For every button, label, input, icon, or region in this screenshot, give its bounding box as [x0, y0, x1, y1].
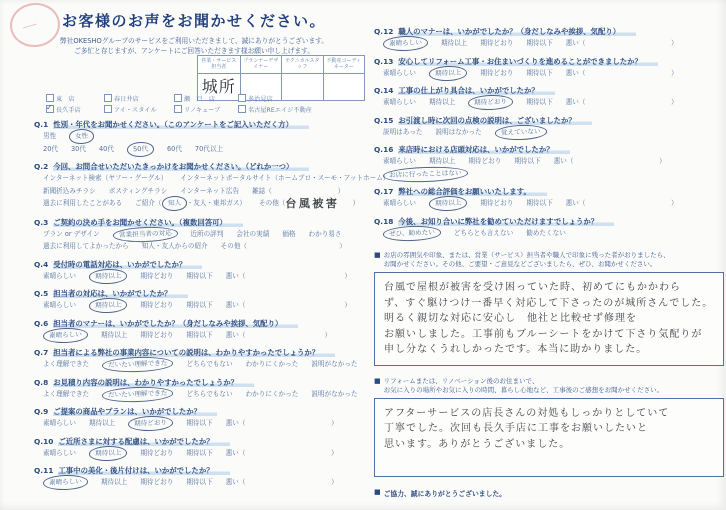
circled-selected-option: 期待どおり — [468, 94, 513, 110]
question-heading — [34, 406, 370, 417]
question-heading — [374, 186, 724, 197]
option-label: 悪い（ ） — [225, 448, 338, 457]
circled-selected-option: 期待どおり — [128, 415, 173, 431]
question-block — [374, 56, 724, 80]
question-block — [374, 144, 724, 180]
checkbox-icon — [174, 94, 182, 102]
option-label: 知人・友人からの紹介 — [141, 242, 208, 250]
options-row — [374, 227, 724, 240]
option-label: 過去に利用してよかったから — [43, 242, 129, 250]
question-number: Q.13 — [374, 56, 394, 66]
question-number: Q.2 — [34, 162, 49, 171]
question-number: Q.6 — [34, 318, 49, 328]
question-heading — [374, 144, 724, 155]
circled-selected-option: 期待以上 — [429, 195, 468, 211]
question-number: Q.12 — [374, 27, 394, 36]
options-row — [34, 299, 370, 312]
branch-item — [46, 94, 96, 105]
option-label: 素晴らしい — [383, 98, 416, 106]
questions-right-group — [374, 26, 724, 239]
option-label: 期待どおり — [140, 271, 174, 280]
checkbox-icon — [104, 105, 112, 113]
option-label: インターネットポータルサイト（ホームプロ・スーモ・アットホーム） — [180, 174, 390, 182]
option-label: 悪い（ ） — [225, 271, 351, 280]
question-heading — [34, 217, 370, 228]
question-block — [34, 318, 370, 342]
option-label: ・友人・東邦ガス） — [186, 199, 247, 207]
question-heading — [374, 85, 724, 96]
option-label: 期待以上 — [428, 98, 456, 106]
comment-section — [374, 251, 724, 366]
checkbox-icon — [238, 105, 246, 113]
options-row — [34, 329, 370, 342]
question-title: お引渡し時に次回の点検の説明は、ございましたか？ — [398, 116, 591, 125]
question-title: 今回、お問合せいただいたきっかけをお聞かせください。（どれか一つ） — [53, 162, 309, 171]
question-block — [374, 216, 724, 240]
question-heading — [374, 26, 724, 37]
question-block — [34, 217, 370, 253]
option-label: その他（ — [259, 199, 286, 207]
comment-header — [374, 377, 724, 395]
option-label: 30代 — [70, 144, 86, 153]
option-label: 60代 — [166, 144, 182, 153]
question-title: ご契約の決め手をお聞かせください。（複数回答可） — [53, 218, 243, 227]
handwritten-comment-line: ず、すぐ駆けつけ一番早く対応して下さったのが城所さんでした。 — [384, 297, 714, 309]
option-label: 悪い（ ） — [565, 68, 678, 77]
branch-label: リノキューブ — [184, 107, 221, 114]
option-label: ポスティングチラシ — [108, 186, 168, 195]
option-label: よく理解できた — [43, 360, 90, 368]
circled-selected-option: 50代 — [127, 141, 154, 156]
option-label: ） — [339, 199, 360, 207]
option-label: 期待以上 — [88, 419, 116, 427]
option-label: 素晴らしい — [43, 301, 76, 309]
options-row — [34, 228, 370, 241]
question-number: Q.10 — [34, 436, 54, 446]
checkbox-icon — [174, 105, 182, 113]
circled-selected-option: だいたい理解できた — [102, 385, 174, 402]
option-label: 期待以上 — [100, 330, 128, 339]
option-label: その他（ ） — [220, 242, 346, 250]
question-block — [34, 406, 370, 430]
question-title: お見積り内容の説明は、わかりやすかったでしょうか？ — [53, 378, 254, 387]
question-block — [34, 465, 370, 489]
option-label: 価格 — [282, 229, 296, 238]
checkbox-checked-icon — [46, 105, 54, 113]
option-label: 男性 — [43, 132, 57, 140]
handwritten-comment-line: 丁寧でした。次回も長久手店に工事をお願いしたいと — [384, 423, 648, 434]
question-number: Q.4 — [34, 259, 49, 269]
option-label: 過去に利用したことがある — [43, 199, 123, 207]
options-row — [374, 168, 724, 181]
option-label: 期待以下 — [186, 271, 213, 280]
option-label: 期待どおり — [480, 68, 514, 77]
option-label: 説明がなかった — [311, 360, 358, 368]
question-heading — [34, 288, 370, 299]
branch-item — [104, 105, 166, 116]
option-label: 素晴らしい — [43, 448, 76, 457]
checkbox-icon — [46, 94, 54, 102]
question-heading — [34, 465, 370, 476]
questions-column-right — [374, 26, 724, 498]
option-label: 期待どおり — [468, 157, 502, 165]
question-block — [34, 259, 370, 283]
option-label: わかり易さ — [308, 229, 342, 238]
option-label: 期待以下 — [186, 330, 213, 339]
question-block — [34, 377, 370, 401]
question-heading — [374, 115, 724, 126]
staff-name-cell — [323, 73, 365, 100]
option-label: ご紹介（ — [135, 199, 162, 207]
option-label: 期待以下 — [186, 478, 213, 486]
option-label: 40代 — [98, 144, 114, 153]
option-label: 悪い（ ） — [553, 157, 666, 165]
options-row — [34, 270, 370, 283]
option-label: 悪い（ ） — [225, 301, 351, 309]
question-number: Q.5 — [34, 289, 49, 298]
option-label: 勧めたくない — [526, 228, 566, 237]
option-label: 雑誌（ ） — [252, 186, 345, 195]
question-title: ご近所さまに対する配慮は、いかがでしたか？ — [58, 437, 229, 446]
staff-column-header: プランナーデザイナー — [240, 56, 282, 73]
question-heading — [34, 377, 370, 388]
option-label: 期待以下 — [514, 157, 541, 165]
option-label: 期待以下 — [526, 98, 553, 106]
options-row — [34, 447, 370, 460]
question-title: 工事の仕上がり具合は、いかがでしたか？ — [398, 86, 554, 95]
question-heading — [34, 347, 370, 358]
option-label: 期待以下 — [186, 301, 213, 309]
form-header — [26, 10, 362, 56]
circled-selected-option: 期待以上 — [89, 297, 128, 313]
option-label: 期待以下 — [186, 419, 213, 427]
handwritten-comment-line: 明るく親切な対応に安心し 他社と比較せず修理を — [384, 313, 637, 324]
question-title: 担当者の対応は、いかがでしたか？ — [53, 289, 187, 298]
options-row — [374, 126, 724, 139]
option-label: 近所の評判 — [190, 229, 224, 238]
checkbox-icon — [104, 94, 112, 102]
circled-selected-option: お店に行ったことはない — [383, 165, 468, 182]
question-title: 担当者のマナーは、いかがでしたか？（身だしなみや挨拶、気配り） — [53, 319, 298, 328]
circled-selected-option: 覚えていない — [494, 124, 546, 140]
options-row — [374, 96, 724, 109]
option-label: 期待以下 — [526, 39, 553, 47]
option-label: 悪い（ ） — [565, 98, 678, 106]
question-block — [374, 115, 724, 139]
option-label: 素晴らしい — [383, 199, 416, 207]
branch-item — [174, 105, 230, 116]
comment-header-lines — [384, 377, 664, 395]
question-heading — [374, 216, 724, 227]
option-label: どちらでもない — [186, 389, 233, 398]
question-number: Q.3 — [34, 217, 49, 227]
square-bullet-icon: ■ — [374, 487, 381, 496]
survey-subtitle-line2: ご多忙と存じますが、アンケートにご回答いただきます様お願い申し上げます。 — [74, 47, 314, 55]
question-number: Q.11 — [34, 466, 54, 475]
options-row — [34, 240, 370, 253]
option-label: インターネット検索（ヤフー・グーグル） — [43, 174, 168, 182]
option-label: 悪い（ ） — [565, 39, 678, 47]
option-label: 期待どおり — [480, 39, 514, 47]
question-number: Q.8 — [34, 377, 49, 387]
option-label: 20代 — [43, 144, 58, 153]
question-title: ご提案の商品やプランは、いかがでしたか？ — [53, 407, 217, 416]
option-label: 悪い（ ） — [225, 330, 332, 339]
branch-label: 春日井店 — [114, 96, 139, 103]
square-bullet-icon: ■ — [374, 376, 381, 385]
comment-header-lines — [384, 251, 670, 269]
question-block — [374, 186, 724, 210]
handwritten-comment-line: 申し分なくうれしかったです。本当に助かりました。 — [384, 344, 648, 355]
square-bullet-icon: ■ — [374, 251, 381, 259]
branch-label: 東 店 — [56, 96, 75, 103]
options-row — [34, 172, 390, 185]
comment-box — [374, 398, 724, 477]
options-row — [374, 197, 724, 210]
question-block — [34, 119, 370, 155]
question-number: Q.14 — [374, 86, 394, 95]
question-title: 性別・年代をお聞かせください。（このアンケートをご記入いただく方） — [53, 120, 309, 129]
circled-selected-option: 営業担当者の対応 — [112, 225, 177, 242]
question-block — [34, 347, 370, 371]
question-number: Q.9 — [34, 407, 49, 416]
option-label: 説明はなかった — [435, 127, 482, 136]
option-label: 期待以下 — [186, 448, 213, 457]
question-title: 弊社への総合評価をお願いいたします。 — [398, 187, 546, 196]
question-block — [374, 85, 724, 109]
option-label: 期待以上 — [100, 478, 128, 486]
options-row — [34, 185, 370, 198]
option-label: 期待どおり — [140, 478, 174, 486]
options-row — [34, 417, 370, 430]
option-label: 悪い（ ） — [225, 419, 338, 427]
branch-row — [46, 105, 312, 116]
option-label: 説明はあった — [383, 127, 423, 136]
circled-selected-option: 素晴らしい — [43, 327, 88, 343]
question-block — [34, 436, 370, 460]
circled-selected-option: 期待以上 — [89, 268, 128, 284]
option-label: 会社の実績 — [236, 229, 270, 238]
question-block — [34, 288, 370, 312]
branch-item — [238, 105, 312, 116]
comment-header-line: お気に入りの場所やお気に入りの時間、暮らし心地など、工事後のご感想をお聞かせください。 — [383, 385, 664, 394]
question-title: 安心してリフォーム工事・お住まいづくりを進めることができましたか？ — [398, 57, 658, 66]
options-row — [34, 130, 370, 143]
branch-label: 多治見店 — [248, 96, 273, 103]
staff-column-header: 不動産コーディネーター — [323, 56, 365, 73]
option-label: 期待どおり — [140, 330, 174, 339]
staff-column-header: 営業・サービス担当者 — [201, 58, 237, 70]
handwritten-comment-line: 思います。ありがとうございました。 — [384, 438, 571, 450]
branch-label: 名古屋REエイジ不動産 — [248, 107, 312, 114]
option-label: 素晴らしい — [43, 419, 76, 427]
circled-selected-option: ぜひ、勧めたい — [383, 224, 441, 241]
option-label: どちらとも言えない — [453, 228, 514, 237]
branch-item — [46, 105, 96, 116]
question-title: 今後、お知り合いに弊社を勧めていただけますでしょうか？ — [398, 217, 614, 226]
survey-title: お客様のお声をお聞かせください。 — [61, 12, 326, 30]
question-title: 来店時における店頭対応は、いかがでしたか？ — [398, 145, 569, 154]
question-title: 担当者による弊社の事業内容についての説明は、わかりやすかったでしょうか？ — [53, 348, 335, 357]
question-number: Q.15 — [374, 115, 394, 125]
circled-selected-option: 期待以上 — [429, 65, 468, 81]
question-number: Q.7 — [34, 348, 49, 357]
option-label: どちらでもない — [186, 360, 233, 368]
question-heading — [34, 436, 370, 447]
question-number: Q.18 — [374, 216, 394, 226]
survey-subtitle-line1: 弊社OKESHOグループのサービスをご利用いただきまして、誠にありがとうございます。 — [60, 37, 328, 45]
footer-thanks-text: ご協力、誠にありがとうございました。 — [383, 489, 506, 498]
staff-column-header: テクニカルスタッフ — [281, 56, 323, 73]
branch-row — [46, 94, 312, 105]
option-label: わかりにくかった — [245, 360, 299, 368]
option-label: 期待以下 — [526, 199, 553, 207]
option-label: 説明がなかった — [311, 389, 358, 398]
checkbox-icon — [238, 94, 246, 102]
option-label: 素晴らしい — [383, 157, 416, 165]
question-title: 受付時の電話対応は、いかがでしたか？ — [53, 260, 202, 269]
branch-label: アイ・スタイル — [114, 107, 157, 114]
question-number: Q.16 — [374, 145, 394, 154]
circled-selected-option: 期待以上 — [89, 445, 128, 461]
comment-header — [374, 251, 724, 269]
option-label: 期待どおり — [480, 199, 514, 207]
footer-thanks — [374, 488, 724, 498]
option-label: 期待以下 — [526, 68, 553, 77]
comment-box — [374, 272, 724, 366]
options-row — [34, 197, 370, 211]
options-row — [374, 37, 724, 50]
comment-header-line: お聞かせください。その他、ご要望・ご意見などございましたら、ぜひ、お聞かせください。 — [383, 260, 657, 268]
comment-section — [374, 377, 724, 477]
circled-selected-option: だいたい理解できた — [102, 356, 174, 373]
question-heading — [374, 56, 724, 67]
option-label: 素晴らしい — [383, 68, 416, 77]
comment-header-line: リフォームまたは、リノベーション後のお住まいで、 — [383, 376, 539, 385]
question-heading — [34, 161, 370, 172]
branch-item — [238, 94, 312, 105]
question-title: 工事中の美化・後片付けは、いかがでしたか？ — [58, 466, 229, 475]
option-label: 期待以上 — [428, 157, 456, 165]
handwritten-comment-line: 台風で屋根が被害を受け困っていた時、初めてにもかかわら — [384, 282, 681, 293]
option-label: プラン or デザイン — [43, 229, 100, 238]
option-label: よく理解できた — [43, 389, 90, 398]
handwritten-answer: 台風被害 — [285, 197, 340, 210]
handwritten-comment-line: アフターサービスの店長さんの対処もしっかりとしていて — [384, 407, 670, 419]
question-number: Q.17 — [374, 187, 394, 196]
option-label: 新聞折込みチラシ — [43, 186, 96, 195]
branch-item — [104, 94, 166, 105]
question-title: 職人のマナーは、いかがでしたか？（身だしなみや挨拶、気配り） — [398, 27, 636, 36]
comment-header-line: お店の雰囲気や印象、または、営業（サービス）担当者や職人で印象に残った者がおりましたら、 — [383, 251, 670, 259]
question-heading — [34, 259, 370, 270]
question-number: Q.1 — [34, 120, 49, 129]
option-label: 期待どおり — [140, 301, 174, 309]
branch-label: 瀬 戸 店 — [184, 96, 215, 103]
handwritten-comment-line: お願いしました。工事前もブルーシートをかけて下さり気配りが — [384, 328, 703, 340]
options-row — [34, 388, 370, 401]
circled-selected-option: 素晴らしい — [383, 35, 428, 51]
options-row — [34, 143, 370, 156]
branch-checkbox-list — [46, 94, 312, 116]
option-label: 70代以上 — [194, 144, 224, 153]
option-label: 悪い（ ） — [225, 478, 338, 486]
question-heading — [34, 318, 370, 329]
option-label: 悪い（ ） — [565, 199, 678, 207]
branch-label: 長久手店 — [56, 107, 81, 114]
staff-name-handwritten: 城所 — [198, 73, 240, 100]
comment-sections — [374, 251, 724, 477]
option-label: わかりにくかった — [245, 389, 299, 398]
options-row — [34, 476, 370, 489]
options-row — [374, 155, 724, 168]
option-label: 期待どおり — [140, 448, 174, 457]
option-label: 期待以上 — [440, 39, 468, 47]
option-label: 素晴らしい — [43, 271, 76, 280]
options-row — [34, 358, 370, 371]
option-label: インターネット広告 — [180, 186, 240, 195]
circled-selected-option: 素晴らしい — [43, 474, 88, 490]
circled-selected-option: 知人 — [161, 196, 187, 211]
circled-selected-option: 女性 — [69, 129, 95, 144]
question-block — [374, 26, 724, 50]
options-row — [374, 67, 724, 80]
branch-item — [174, 94, 230, 105]
